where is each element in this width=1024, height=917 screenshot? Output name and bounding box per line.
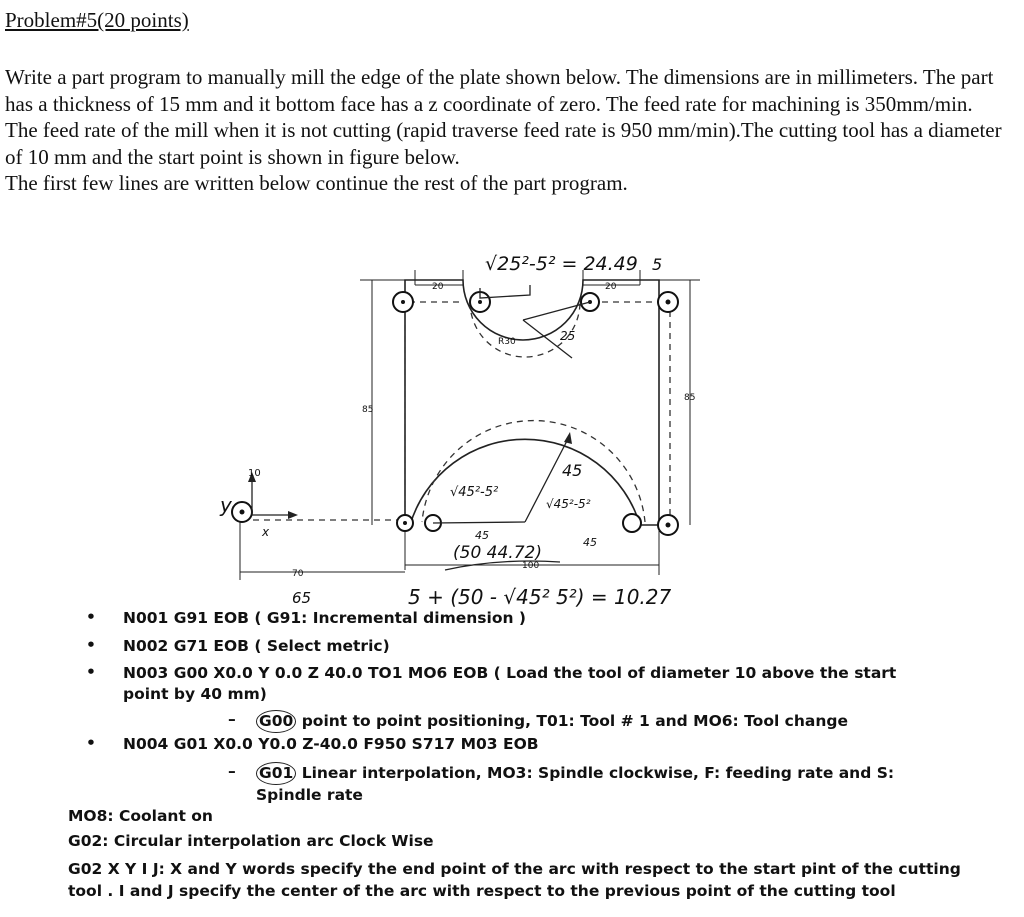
subnote [256,762,956,806]
program-line: N002 G71 EOB ( Select metric) [123,637,390,655]
dim-20-right-label: 20 [605,282,617,292]
hand-65: 65 [292,589,312,607]
dim-5-label: 5 [652,255,663,274]
hand-45-bottom: 45 [475,529,489,542]
axis-x-label: x [262,525,270,539]
subnote-text: point to point positioning, T01: Tool # 1 and MO6: Tool change [301,712,849,730]
dim-20-left-label: 20 [432,282,444,292]
tool-circle [623,514,641,532]
r30-label: R30 [498,337,516,347]
problem-paragraph: Write a part program to manually mill the edge of the plate shown below. The dimensions are in millimeters. The part has a thickness of 15 mm and it bottom face has a z coordinate of zero. The feed rate for machining is 350mm/min. The feed rate of the mill when it is not cutting (rapid traverse feed rate is 950 mm/min).The cutting tool has a diameter of 10 mm and the start point is shown in figure below. [5,65,1002,169]
problem-paragraph: The first few lines are written below continue the rest of the part program. [5,171,628,195]
hand-5044: (50 44.72) [453,543,542,563]
bullet: • [86,734,96,752]
program-line: N001 G91 EOB ( G91: Incremental dimension ) [123,609,526,627]
dim-10-label: 10 [248,468,261,479]
top-formula: √25²-5² = 24.49 [485,253,638,275]
radius-line [433,522,525,523]
problem-title: Problem#5(20 points) [5,8,189,32]
dim-100-label: 100 [522,561,540,571]
axis-y-label: y [220,493,232,517]
code-circled: G01 [256,762,296,785]
tool-path [242,302,463,520]
dim-85-left-label: 85 [362,405,374,415]
subnote-text: Linear interpolation, MO3: Spindle clockwise, F: feeding rate and S: Spindle rate [256,764,895,804]
definition: G02 X Y I J: X and Y words specify the end point of the arc with respect to the start pint of the cutting tool . I and J specify the center of the arc with respect to the previous point of the cutting tool [68,860,961,900]
bottom-formula: 5 + (50 - √45² 5²) = 10.27 [408,585,672,609]
hand-45-mid: 45 [562,461,583,480]
definition: MO8: Coolant on [68,807,213,825]
dash: – [228,710,236,728]
bullet: • [86,663,96,681]
bullet: • [86,608,96,626]
dim-70-label: 70 [292,569,304,579]
radius-line [523,302,590,320]
program-line: N003 G00 X0.0 Y 0.0 Z 40.0 TO1 MO6 EOB ( Load the tool of diameter 10 above the start point by 40 mm) [123,664,897,703]
hand-45-side: 45 [583,536,597,549]
hand-sqrt-left: √45²-5² [450,485,499,500]
program-line: N004 G01 X0.0 Y0.0 Z-40.0 F950 S717 M03 EOB [123,735,539,753]
plate-drawing [200,240,710,610]
bullet: • [86,636,96,654]
dash: – [228,762,236,780]
plate-outline [405,280,659,525]
hand-sqrt-right: √45²-5² [546,497,591,511]
code-circled: G00 [256,710,296,733]
dim-85-right-label: 85 [684,393,696,403]
problem-statement [5,64,1005,197]
hand-25-label: 25 [560,329,576,343]
definition: G02: Circular interpolation arc Clock Wise [68,832,434,850]
subnote [256,710,956,733]
